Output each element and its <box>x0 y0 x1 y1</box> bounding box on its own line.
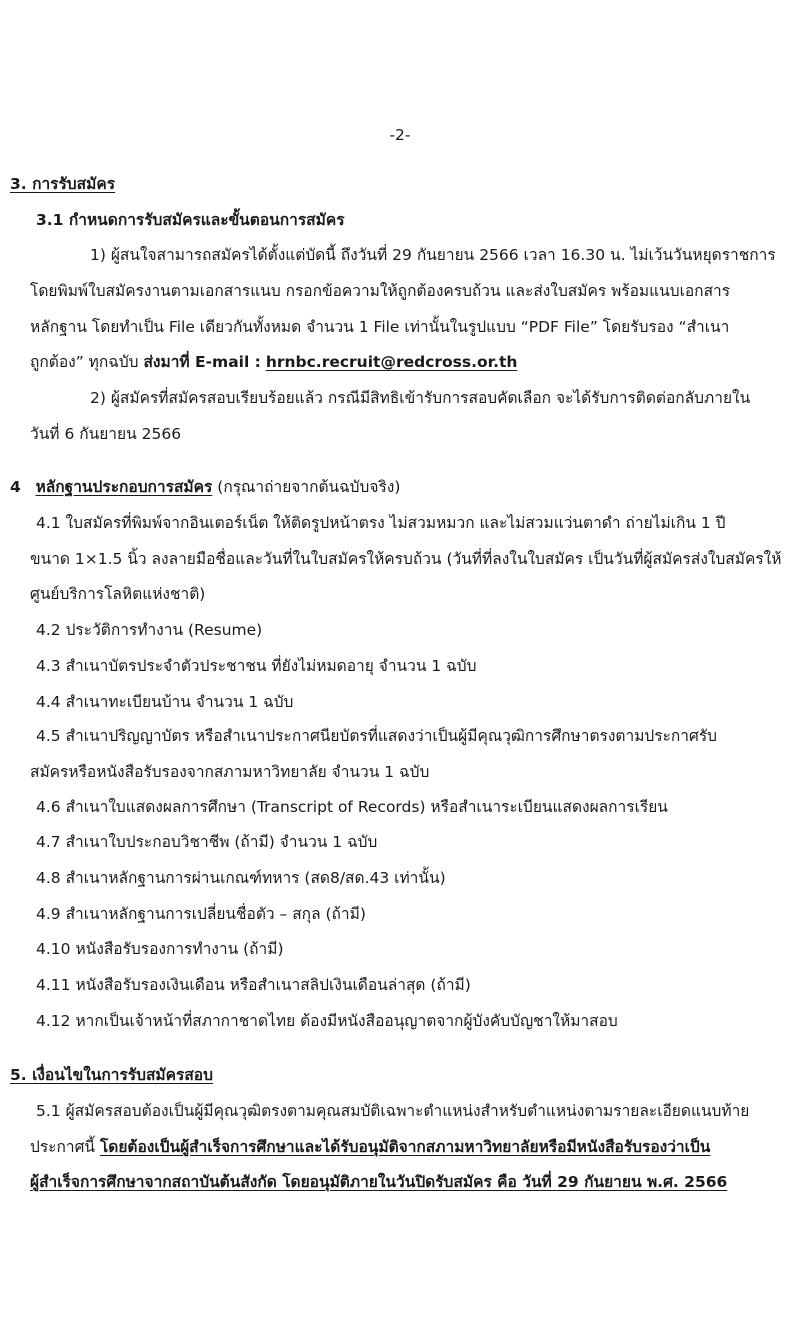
email-label: ส่งมาที่ E-mail : <box>143 353 261 371</box>
paragraph-line: 5.1 ผู้สมัครสอบต้องเป็นผู้มีคุณวุฒิตรงตามคุณสมบัติเฉพาะตำแหน่งสำหรับตำแหน่งตามรายละเอียดแนบท้าย <box>36 1102 750 1120</box>
list-item: 4.6 สำเนาใบแสดงผลการศึกษา (Transcript of Records) หรือสำเนาระเบียนแสดงผลการเรียน <box>36 798 668 816</box>
list-item: 4.10 หนังสือรับรองการทำงาน (ถ้ามี) <box>36 940 284 958</box>
section-4-note: (กรุณาถ่ายจากต้นฉบับจริง) <box>217 478 401 496</box>
list-item: 4.8 สำเนาหลักฐานการผ่านเกณฑ์ทหาร (สด8/สด.43 เท่านั้น) <box>36 869 446 887</box>
paragraph-text: ถูกต้อง” ทุกฉบับ <box>30 353 139 371</box>
section-4-number: 4 <box>10 478 21 496</box>
section-5-title: 5. เงื่อนไขในการรับสมัครสอบ <box>10 1066 213 1084</box>
paragraph-line: 1) ผู้สนใจสามารถสมัครได้ตั้งแต่บัดนี้ ถึงวันที่ 29 กันยายน 2566 เวลา 16.30 น. ไม่เว้นวันหยุดราชการ <box>90 246 776 264</box>
list-item: 4.9 สำเนาหลักฐานการเปลี่ยนชื่อตัว – สกุล (ถ้ามี) <box>36 905 366 923</box>
paragraph-line <box>30 1135 710 1159</box>
page-number: -2- <box>389 126 411 144</box>
paragraph-line: หลักฐาน โดยทำเป็น File เดียวกันทั้งหมด จำนวน 1 File เท่านั้นในรูปแบบ “PDF File” โดยรับรอง “สำเนา <box>30 318 730 336</box>
email-link[interactable]: hrnbc.recruit@redcross.or.th <box>265 353 518 371</box>
list-item: 4.12 หากเป็นเจ้าหน้าที่สภากาชาดไทย ต้องมีหนังสืออนุญาตจากผู้บังคับบัญชาให้มาสอบ <box>36 1012 618 1030</box>
section-4-title <box>10 475 400 499</box>
condition-emphasis: โดยต้องเป็นผู้สำเร็จการศึกษาและได้รับอนุมัติจากสภามหาวิทยาลัยหรือมีหนังสือรับรองว่าเป็น <box>99 1138 711 1156</box>
paragraph-line <box>30 350 517 374</box>
list-item: 4.3 สำเนาบัตรประจำตัวประชาชน ที่ยังไม่หมดอายุ จำนวน 1 ฉบับ <box>36 657 477 675</box>
list-item: 4.5 สำเนาปริญญาบัตร หรือสำเนาประกาศนียบัตรที่แสดงว่าเป็นผู้มีคุณวุฒิการศึกษาตรงตามประกาศรับ <box>36 727 717 745</box>
list-item-cont: ศูนย์บริการโลหิตแห่งชาติ) <box>30 585 206 603</box>
list-item: 4.2 ประวัติการทำงาน (Resume) <box>36 621 263 639</box>
list-item: 4.4 สำเนาทะเบียนบ้าน จำนวน 1 ฉบับ <box>36 693 294 711</box>
list-item: 4.7 สำเนาใบประกอบวิชาชีพ (ถ้ามี) จำนวน 1 ฉบับ <box>36 833 378 851</box>
paragraph-text: ประกาศนี้ <box>30 1138 96 1156</box>
paragraph-line: โดยพิมพ์ใบสมัครงานตามเอกสารแนบ กรอกข้อความให้ถูกต้องครบถ้วน และส่งใบสมัคร พร้อมแนบเอกสาร <box>30 282 731 300</box>
list-item-cont: ขนาด 1×1.5 นิ้ว ลงลายมือชื่อและวันที่ในใบสมัครให้ครบถ้วน (วันที่ที่ลงในใบสมัคร เป็นวันที่ผู้สมัครส่งใบสมัครให้ <box>30 550 782 568</box>
paragraph-line: 2) ผู้สมัครที่สมัครสอบเรียบร้อยแล้ว กรณีมีสิทธิเข้ารับการสอบคัดเลือก จะได้รับการติดต่อกลับภายใน <box>90 389 751 407</box>
list-item-cont: สมัครหรือหนังสือรับรองจากสภามหาวิทยาลัย จำนวน 1 ฉบับ <box>30 763 430 781</box>
section-4-heading: หลักฐานประกอบการสมัคร <box>35 478 213 496</box>
section-3-1-heading: 3.1 กำหนดการรับสมัครและขั้นตอนการสมัคร <box>36 211 345 229</box>
list-item: 4.1 ใบสมัครที่พิมพ์จากอินเตอร์เน็ต ให้ติดรูปหน้าตรง ไม่สวมหมวก และไม่สวมแว่นตาดำ ถ่ายไม่เกิน 1 ปี <box>36 514 726 532</box>
condition-emphasis: ผู้สำเร็จการศึกษาจากสถาบันต้นสังกัด โดยอนุมัติภายในวันปิดรับสมัคร คือ วันที่ 29 กันยายน พ.ศ. 2566 <box>30 1173 728 1191</box>
paragraph-line: วันที่ 6 กันยายน 2566 <box>30 425 182 443</box>
section-3-title: 3. การรับสมัคร <box>10 175 116 193</box>
list-item: 4.11 หนังสือรับรองเงินเดือน หรือสำเนาสลิปเงินเดือนล่าสุด (ถ้ามี) <box>36 976 471 994</box>
